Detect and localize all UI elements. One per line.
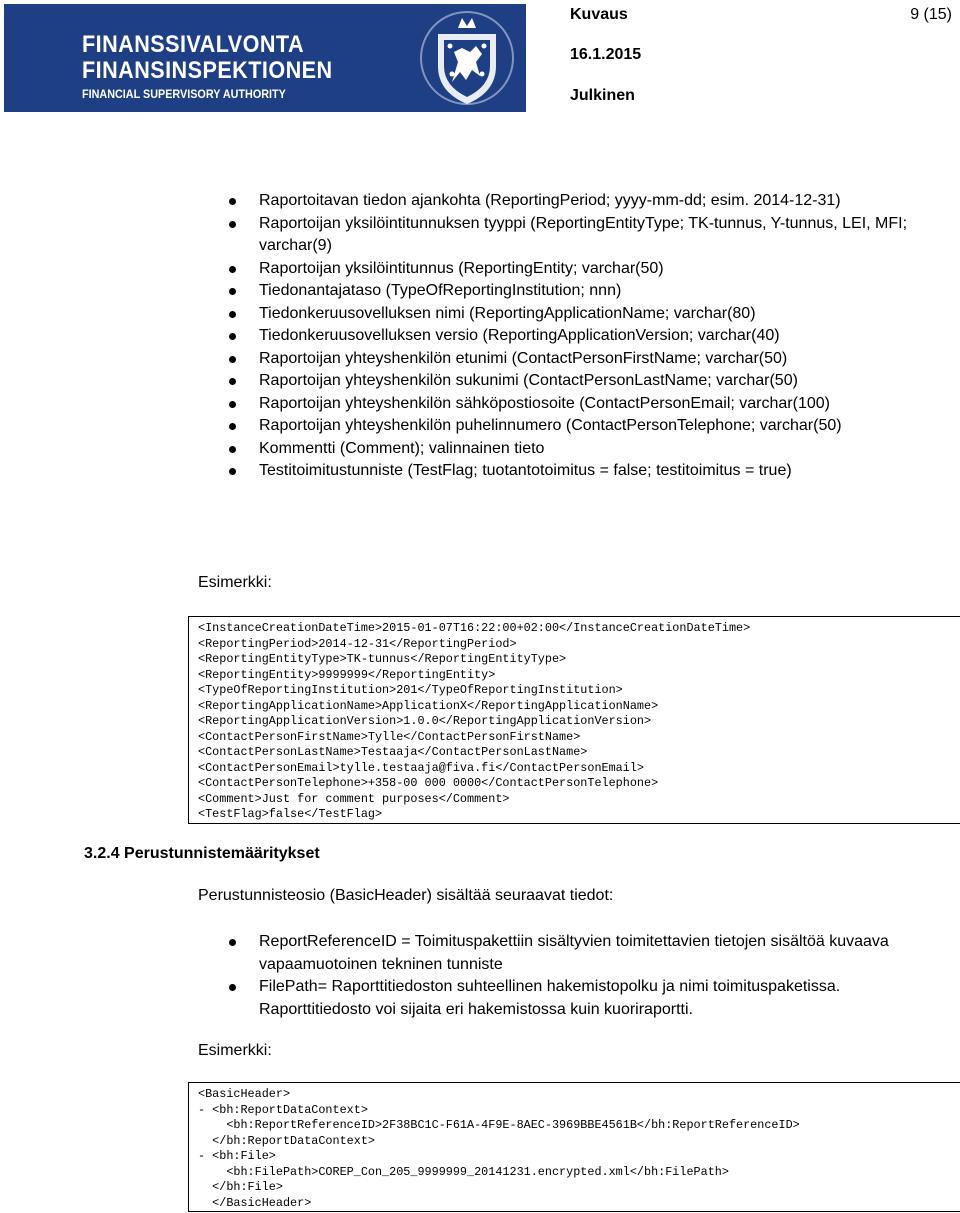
code-line: <TypeOfReportingInstitution>201</TypeOfReportingInstitution> xyxy=(198,683,623,697)
xml-basic-header-block xyxy=(188,1082,960,1212)
code-line: <bh:FilePath>COREP_Con_205_9999999_20141231.encrypted.xml</bh:FilePath> xyxy=(198,1164,729,1179)
list-item: Testitoimitustunniste (TestFlag; tuotantotoimitus = false; testitoimitus = true) xyxy=(0,460,909,483)
example-label-2: Esimerkki: xyxy=(198,1042,272,1059)
logo-line-1: FINANSSIVALVONTA xyxy=(82,31,305,58)
logo-line-3: FINANCIAL SUPERVISORY AUTHORITY xyxy=(82,87,286,101)
list-item: Raportoitavan tiedon ajankohta (ReportingPeriod; yyyy-mm-dd; esim. 2014-12-31) xyxy=(0,190,909,213)
paragraph: Perustunnisteosio (BasicHeader) sisältää seuraavat tiedot: xyxy=(198,887,614,904)
list-item: Tiedonantajataso (TypeOfReportingInstitution; nnn) xyxy=(0,280,909,303)
code-line: - <bh:File> xyxy=(198,1149,276,1163)
page-number: 9 (15) xyxy=(910,6,952,23)
logo-text xyxy=(82,32,360,102)
list-item: Tiedonkeruusovelluksen nimi (ReportingApplicationName; varchar(80) xyxy=(0,303,909,326)
code-line: <ContactPersonFirstName>Tylle</ContactPersonFirstName> xyxy=(198,729,581,744)
code-line: <ReportingPeriod>2014-12-31</ReportingPeriod> xyxy=(198,636,517,651)
field-list xyxy=(0,190,909,483)
document-date: 16.1.2015 xyxy=(570,46,642,63)
code-line: </bh:ReportDataContext> xyxy=(198,1133,375,1148)
code-line: </BasicHeader> xyxy=(198,1195,312,1210)
list-item: Raportoijan yksilöintitunnus (ReportingEntity; varchar(50) xyxy=(0,258,909,281)
code-line: <Comment>Just for comment purposes</Comment> xyxy=(198,791,510,806)
code-line: <ReportingEntityType>TK-tunnus</ReportingEntityType> xyxy=(198,652,567,666)
document-type: Kuvaus xyxy=(570,6,628,23)
list-item: Raportoijan yhteyshenkilön etunimi (ContactPersonFirstName; varchar(50) xyxy=(0,348,909,371)
code-line: <TestFlag>false</TestFlag> xyxy=(198,807,383,821)
example-label: Esimerkki: xyxy=(198,574,272,591)
code-line: <ContactPersonTelephone>+358-00 000 0000</ContactPersonTelephone> xyxy=(198,776,659,790)
code-line: <bh:ReportReferenceID>2F38BC1C-F61A-4F9E-8AEC-3969BBE4561B</bh:ReportReferenceID> xyxy=(198,1118,800,1132)
classification: Julkinen xyxy=(570,87,635,104)
code-line: <ContactPersonLastName>Testaaja</ContactPersonLastName> xyxy=(198,745,588,759)
list-item: Raportoijan yksilöintitunnuksen tyyppi (ReportingEntityType; TK-tunnus, Y-tunnus, LEI, MFI; varchar(9) xyxy=(0,213,909,258)
basic-header-list xyxy=(0,931,909,1021)
code-line: <BasicHeader> xyxy=(198,1087,291,1101)
finanssivalvonta-logo xyxy=(4,4,526,112)
code-line: <ReportingApplicationVersion>1.0.0</ReportingApplicationVersion> xyxy=(198,714,652,728)
xml-example-block xyxy=(188,616,960,824)
code-line: <ContactPersonEmail>tylle.testaaja@fiva.fi</ContactPersonEmail> xyxy=(198,760,644,775)
code-line: - <bh:ReportDataContext> xyxy=(198,1102,368,1117)
list-item: Tiedonkeruusovelluksen versio (ReportingApplicationVersion; varchar(40) xyxy=(0,325,909,348)
list-item: Raportoijan yhteyshenkilön sähköpostiosoite (ContactPersonEmail; varchar(100) xyxy=(0,393,909,416)
code-line: <ReportingApplicationName>ApplicationX</ReportingApplicationName> xyxy=(198,698,659,713)
code-line: <InstanceCreationDateTime>2015-01-07T16:22:00+02:00</InstanceCreationDateTime> xyxy=(198,621,751,635)
list-item: Kommentti (Comment); valinnainen tieto xyxy=(0,438,909,461)
list-item: Raportoijan yhteyshenkilön sukunimi (ContactPersonLastName; varchar(50) xyxy=(0,370,909,393)
code-line: <ReportingEntity>9999999</ReportingEntity> xyxy=(198,667,496,682)
logo-line-2: FINANSINSPEKTIONEN xyxy=(82,57,333,84)
list-item: ReportReferenceID = Toimituspakettiin sisältyvien toimitettavien tietojen sisältöä kuvaava vapaamuotoinen tekninen tunniste xyxy=(0,931,909,976)
code-line: </bh:File> xyxy=(198,1180,283,1194)
list-item: Raportoijan yhteyshenkilön puhelinnumero (ContactPersonTelephone; varchar(50) xyxy=(0,415,909,438)
lion-crest-icon xyxy=(414,6,520,110)
list-item: FilePath= Raporttitiedoston suhteellinen hakemistopolku ja nimi toimituspaketissa. Raporttitiedosto voi sijaita eri hakemistossa kuin kuoriraportti. xyxy=(0,976,909,1021)
section-heading: 3.2.4 Perustunnistemääritykset xyxy=(84,845,320,862)
